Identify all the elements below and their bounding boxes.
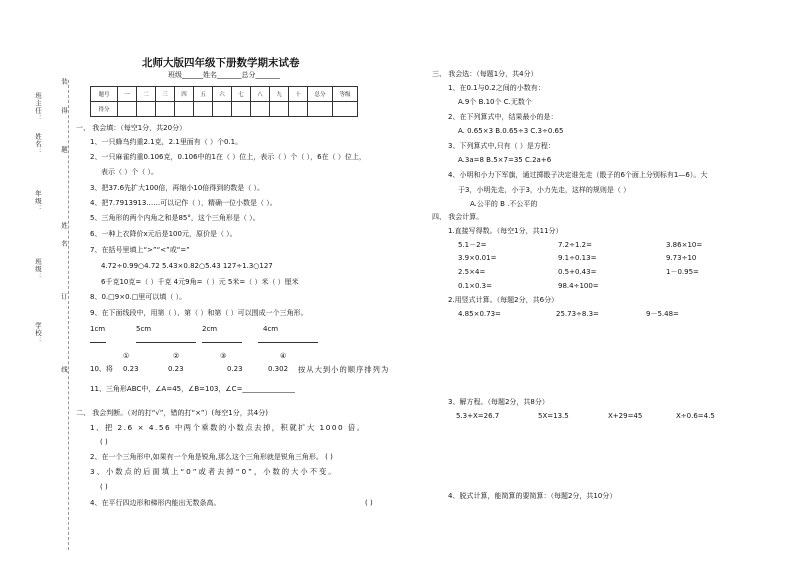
score-input-cell[interactable] [156, 102, 175, 117]
score-cell: 三 [156, 87, 175, 102]
mental-math-item: 9.73÷10 [666, 254, 697, 262]
answer-bracket[interactable]: ( ) [100, 438, 108, 446]
score-cell: 六 [213, 87, 232, 102]
fill-question: 7、在括号里填上“>”“<”或“=” [90, 246, 190, 254]
order-number-label: ④ [280, 352, 287, 360]
segment-line [90, 342, 106, 343]
score-cell: 九 [270, 87, 289, 102]
choice-options[interactable]: A. 0.65×3 B.0.65÷3 C.3÷0.65 [458, 127, 564, 135]
score-input-cell[interactable] [175, 102, 194, 117]
binding-mark-ti: 题 [60, 146, 68, 154]
subsection-heading: 4、脱式计算，能简算的要简算：（每题2分，共10分） [448, 492, 617, 500]
score-cell: 得分 [91, 102, 118, 117]
score-table-row-score [91, 102, 358, 117]
segment-line [136, 342, 196, 343]
score-cell: 等级 [333, 87, 358, 102]
page-title: 北师大版四年级下册数学期末试卷 [142, 57, 300, 69]
judge-question: 1、把 2.6 × 4.56 中两个乘数的小数点去掉，积就扩大 1000 倍。 [90, 423, 366, 432]
choice-options[interactable]: A.9个 B.10个 C.无数个 [458, 98, 532, 106]
score-input-cell[interactable] [251, 102, 270, 117]
binding-mark-xing: 姓 [60, 222, 68, 230]
mental-math-item: 3.9×0.01= [458, 254, 497, 262]
score-cell: 题号 [91, 87, 118, 102]
score-cell: 八 [251, 87, 270, 102]
score-cell: 一 [118, 87, 137, 102]
order-number-value: 0.23 [123, 365, 139, 373]
order-number-value: 0.23 [227, 365, 243, 373]
order-number-label: ① [123, 352, 130, 360]
answer-bracket[interactable]: ( ) [100, 483, 108, 491]
score-input-cell[interactable] [289, 102, 308, 117]
mental-math-item: 9.1÷0.13= [558, 254, 597, 262]
binding-label-ding: 订 [60, 293, 68, 301]
binding-field-teacher: 班主任： [34, 92, 42, 122]
choice-question: 2、在下列算式中，结果最小的是： [448, 113, 558, 121]
segment-line [258, 342, 318, 343]
mental-math-item: 0.5+0.43= [558, 268, 597, 276]
unit-row: 6千克10克=（ ）千克 4元9角=（ ）元 5米=（ ）米（ ）厘米 [101, 278, 299, 286]
vertical-calc-item: 9－5.48= [646, 310, 679, 318]
segment-label: 5cm [136, 325, 152, 333]
answer-bracket[interactable]: ( ) [365, 499, 373, 507]
score-cell: 十 [289, 87, 308, 102]
mental-math-item: 1－0.95= [666, 268, 699, 276]
score-input-cell[interactable] [213, 102, 232, 117]
choice-options[interactable]: A.公平的 B .不公平的 [470, 200, 538, 208]
section-4-heading: 四、 我会计算。 [432, 213, 484, 221]
judge-question: 4、在平行四边形和梯形内能出无数条高。 [90, 499, 221, 507]
choice-question: 3、下列算式中,只有（ ）是方程： [448, 142, 555, 150]
score-cell: 总分 [308, 87, 333, 102]
section-3-heading: 三、 我会选：（每题1分，共4分） [432, 70, 538, 78]
order-number-value: 0.23 [168, 365, 184, 373]
choice-question: 1、在0.1与0.2之间的小数有： [448, 84, 545, 92]
score-cell: 二 [137, 87, 156, 102]
score-input-cell[interactable] [308, 102, 333, 117]
choice-question: 于3，小明先走，小于3，小力先走，这样的规则是（ ） [458, 186, 631, 194]
subsection-heading: 2.用竖式计算。（每题2分，共6分） [448, 296, 559, 304]
segment-label: 2cm [202, 325, 218, 333]
mental-math-item: 0.1×0.3= [458, 282, 492, 290]
fill-question: 10、将 [90, 365, 113, 373]
binding-field-school: 学校： [34, 322, 42, 345]
segment-label: 4cm [263, 325, 279, 333]
order-instruction: 按从大到小的顺序排列为 [298, 365, 390, 374]
section-1-heading: 一、 我会填：（每空1分，共20分） [76, 124, 187, 132]
mental-math-item: 3.86×10= [666, 241, 703, 249]
binding-label-xian: 线 [60, 366, 68, 374]
score-cell: 七 [232, 87, 251, 102]
mental-math-item: 7.2÷1.2= [558, 241, 592, 249]
mental-math-item: 2.5×4= [458, 268, 486, 276]
student-info-line: 班级______姓名_______总分_______ [168, 71, 280, 79]
fill-question: 1、一只蜂鸟约重2.1克，2.1里面有（ ）个0.1。 [90, 138, 243, 146]
segment-line [202, 342, 242, 343]
judge-question: 2、在一个三角形中,如果有一个角是锐角,那么这个三角形就是锐角三角形。 ( ) [90, 453, 333, 461]
binding-mark-de: 得 [60, 107, 68, 115]
fill-question: 8、0.□9×0.□里可以填（ ）。 [90, 293, 187, 301]
fill-question: 5、三角形的两个内角之和是85°，这个三角形是（ ）。 [90, 214, 260, 222]
score-input-cell[interactable] [270, 102, 289, 117]
binding-label-zhuang: 装 [60, 78, 68, 86]
compare-row: 4.72÷0.99○4.72 5.43×0.82○5.43 127÷1.3○127 [101, 262, 273, 270]
equation-item: 5X=13.5 [538, 412, 569, 420]
vertical-calc-item: 25.73÷8.3= [556, 310, 599, 318]
fill-question: 9、在下面线段中，用第（ ）、第（ ）和第（ ）可以围成一个三角形。 [90, 309, 308, 317]
score-input-cell[interactable] [137, 102, 156, 117]
fill-question: 表示（ ）个（ ）。 [101, 168, 158, 176]
fill-question: 3、把37.6先扩大100倍，再缩小10倍得到的数是（ ）。 [90, 184, 265, 192]
mental-math-item: 5.1－2= [458, 241, 487, 249]
choice-options[interactable]: A.3a=8 B.5×7=35 C.2a+6 [458, 156, 552, 164]
mental-math-item: 98.4÷100= [558, 282, 599, 290]
fill-question: 2、一只麻雀约重0.106克，0.106中的1在（ ）位上，表示（ ）个（ ），6在（ ）位上， [90, 153, 366, 161]
score-input-cell[interactable] [232, 102, 251, 117]
order-number-value: 0.302 [268, 365, 289, 373]
binding-field-name: 姓名： [34, 133, 42, 156]
score-cell: 五 [194, 87, 213, 102]
order-number-label: ② [173, 352, 180, 360]
choice-question: 4、小明和小力下军旗，通过掷骰子决定谁先走（骰子的6个面上分别标有1—6）。大 [448, 171, 708, 179]
order-number-label: ③ [220, 352, 227, 360]
fill-question: 6、一种上衣降价x元后是100元，原价是（ ）。 [90, 230, 237, 238]
segment-label: 1cm [90, 325, 106, 333]
subsection-heading: 3、解方程。（每题2分，共8分） [448, 398, 549, 406]
equation-item: X÷0.6=4.5 [676, 412, 715, 420]
fill-question: 4、把7.7913913……可以记作（ ），精确一位小数是（ ）。 [90, 199, 277, 207]
score-table [90, 86, 358, 117]
binding-field-class: 班级： [34, 258, 42, 281]
section-2-heading: 二、 我会判断。（对的打“√”，错的打“×”）(每空1分，共4分) [76, 409, 268, 417]
score-input-cell[interactable] [118, 102, 137, 117]
equation-item: X+29=45 [608, 412, 643, 420]
score-input-cell[interactable] [333, 102, 358, 117]
judge-question: 3、小数点的后面填上“0”或者去掉“0”，小数的大小不变。 [90, 467, 338, 476]
score-cell: 四 [175, 87, 194, 102]
fill-question: 11、三角形ABC中，∠A=45，∠B=103，∠C=_______________ [90, 385, 295, 393]
equation-item: 5.3+X=26.7 [456, 412, 500, 420]
binding-mark-ming: 名 [60, 240, 68, 248]
score-input-cell[interactable] [194, 102, 213, 117]
vertical-calc-item: 4.85×0.73= [458, 310, 501, 318]
binding-field-grade: 年级： [34, 190, 42, 213]
score-table-row-header [91, 87, 358, 102]
subsection-heading: 1.直接写得数。（每空1分，共11分） [448, 227, 563, 235]
